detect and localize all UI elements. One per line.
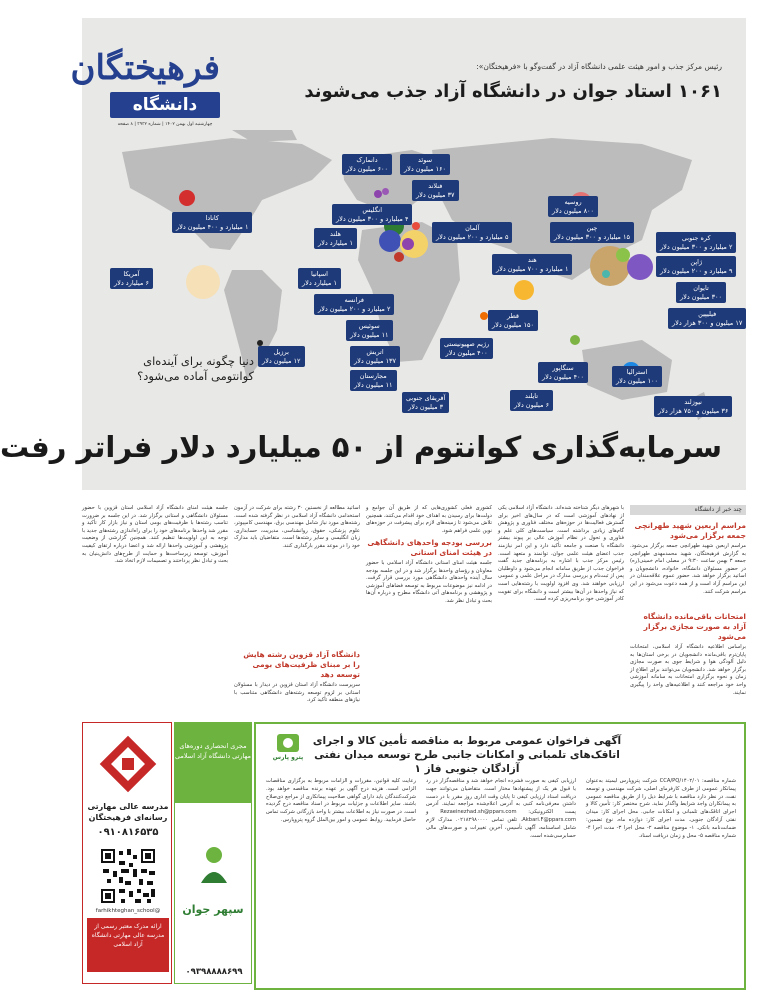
- headline-kicker: رئیس مرکز جذب و امور هیئت علمی دانشگاه آزاد در گفت‌وگو با «فرهیختگان»:: [476, 62, 722, 71]
- qr-code-icon[interactable]: [99, 847, 157, 905]
- ad-column-3: رعایت کلیه قوانین، مقررات و الزامات مربوط به برگزاری مناقصات الزامی است. هزینه درج آگهی بر عهده برنده مناقصه خواهد بود. شرکت‌کنندگان باید دارای گواهی صلاحیت پیمانکاری از مراجع ذی‌صلاح باشند. سایر اطلاعات و جزئیات مربوط در اسناد مناقصه درج گردیده است. در صورت نیاز به اطلاعات بیشتر با واحد بازرگانی شرکت تماس حاصل فرمایید. روابط عمومی و امور بین‌الملل گروه پتروپارس.: [266, 778, 416, 823]
- bubble-usa: [186, 265, 220, 299]
- tender-advertisement: [254, 722, 746, 990]
- label-brazil: برزیل ۱۲ میلیون دلار: [258, 346, 305, 367]
- bubble-canada: [179, 190, 195, 206]
- label-south-africa: آفریقای جنوبی ۳ میلیون دلار: [402, 392, 449, 413]
- column-4-heading: دانشگاه آزاد قزوین رشته هایش را بر مبنای ظرفیت‌های بومی توسعه دهد: [243, 650, 360, 679]
- label-taiwan: تایوان ۳۰۰ میلیون دلار: [676, 282, 726, 303]
- bubble-singapore: [570, 335, 580, 345]
- ad-logo-text: پترو پارس: [272, 754, 304, 761]
- petropars-logo-icon: [277, 734, 299, 752]
- column-3: [366, 505, 492, 720]
- column-3-text-2: جلسه هیئت امنای استانی دانشگاه آزاد اسلامی با حضور معاونان و رؤسای واحدها برگزار شد و در این جلسه بودجه سال آینده واحدهای دانشگاهی مورد بررسی قرار گرفت. در ادامه نیز موضوعات مربوط به توسعه فضاهای آموزشی و پژوهشی و برنامه‌های آتی دانشگاه مطرح و درباره آن‌ها بحث و تبادل نظر شد.: [366, 560, 492, 604]
- header: [70, 18, 746, 130]
- label-france: فرانسه ۲ میلیارد و ۲۰۰ میلیون دلار: [314, 294, 394, 315]
- masthead: [70, 48, 220, 138]
- column-1-text-1: مراسم اربعین شهید طهرانچی جمعه برگزار می‌شود. به گزارش فرهیختگان، شهید محمدمهدی طهرانچی جمعه ۳ بهمن ساعت ۹:۳۰ در مصلی امام خمینی(ره) در حضور مسئولان دانشگاه، خانواده، دانشجویان و اساتید برگزار خواهد شد. حضور عموم علاقه‌مندان در این مراسم آزاد است و از همه دعوت می‌شود در این مراسم شرکت کنند.: [630, 543, 746, 595]
- ad-logo: [270, 734, 306, 764]
- label-austria: اتریش ۱۳۷ میلیون دلار: [350, 346, 400, 367]
- graduate-icon: [199, 843, 229, 883]
- school-advertisement: [82, 722, 172, 984]
- bubble-taiwan: [602, 270, 610, 278]
- sepehr-phone: ۰۹۳۹۸۸۸۸۶۹۹: [185, 967, 243, 977]
- school-note: ارائه مدرک معتبر رسمی از مدرسه عالی مهارتی دانشگاه آزاد اسلامی: [87, 918, 169, 972]
- sepehr-tagline: مجری انحصاری دوره‌های مهارتی دانشگاه آزاد اسلامی: [175, 723, 251, 803]
- sepehr-advertisement: [174, 722, 252, 984]
- label-israel: رژیم صهیونیستی ۴۰۰ میلیون دلار: [440, 338, 493, 359]
- column-4-text-2: سرپرست دانشگاه آزاد استان قزوین در دیدار با مسئولان استانی بر لزوم توسعه رشته‌های دانشگاهی متناسب با نیازهای منطقه تأکید کرد.: [234, 682, 360, 704]
- label-thailand: تایلند ۶ میلیون دلار: [510, 390, 553, 411]
- ad-column-1: شماره مناقصه: CCA/PQ/۱۴۰۲/۰۱ شرکت پتروپارس لیمیتد به‌عنوان پیمانکار عمومی از طرف کارفرمای اصلی، شرکت مهندسی و توسعه نفت، در نظر دارد مناقصه با شرایط ذیل را از طریق مناقصه عمومی به پیمانکاران واجد شرایط واگذار نماید. شرح مختصر کار: تأمین کالا و اجرای اتاقک‌های تلمبانی و امکانات جانبی. محل اجرای کار: میدان نفتی آزادگان جنوبی. مدت اجرای کار: دوازده ماه. نوع تضمین: ضمانت‌نامه بانکی. ۱- موضوع مناقصه ۲- محل اجرا ۳- مدت اجرا ۴- شماره مناقصه ۵- محل و زمان دریافت اسناد.: [586, 778, 737, 839]
- label-india: هند ۱ میلیارد و ۷۰۰ میلیون دلار: [492, 254, 572, 275]
- column-3-heading: بررسی بودجه واحدهای دانشگاهی در هیئت امنای استانی: [367, 538, 492, 557]
- bubble-denmark: [374, 190, 382, 198]
- ad-column-2: ارزیابی کیفی به صورت فشرده انجام خواهد شد و مناقصه‌گزار در رد یا قبول هر یک از پیشنهادها مختار است. متقاضیان می‌توانند جهت دریافت اسناد ارزیابی کیفی تا پایان وقت اداری روز مقرر با در دست داشتن معرفی‌نامه کتبی به آدرس اعلام‌شده مراجعه نمایند. آدرس پست الکترونیکی: Rezaeinezhad.sh@ppars.com و Akbari.F@ppars.com. تلفن تماس ۰۲۱۸۲۹۸۰۰۰۰. مدارک لازم شامل اساسنامه، آگهی تأسیس، آخرین تغییرات و صورت‌های مالی حسابرسی‌شده است.: [426, 778, 577, 839]
- label-uk: انگلیس ۴ میلیارد و ۳۰۰ میلیون دلار: [332, 204, 412, 225]
- ad-title: آگهی فراخوان عمومی مربوط به مناقصه تأمین کالا و اجرای اتاقک‌های تلمبانی و امکانات جانبی طرح توسعه میدان نفتی آزادگان جنوبی فاز ۱: [312, 735, 622, 775]
- column-2-text: با شهرهای دیگر شناخته شده‌اند. دانشگاه آزاد اسلامی یکی از نهادهای آموزشی است که در سال‌های اخیر برای گسترش فعالیت‌ها در حوزه‌های مختلف فناوری و پژوهش گام‌های زیادی برداشته است. سیاست‌های کلی علم و فناوری و تحول در نظام آموزش عالی بر پیوند بیشتر دانشگاه با صنعت و جامعه تأکید دارد و این امر نیازمند جذب اعضای هیئت علمی جوان، توانمند و متعهد است. رئیس مرکز جذب با اشاره به برنامه‌های جدید گفت فراخوان جذب از طریق سامانه انجام می‌شود و داوطلبان پس از ثبت‌نام و بررسی مدارک در مراحل علمی و عمومی ارزیابی خواهند شد. وی افزود اولویت با رشته‌هایی است که نیاز واحدها در آن‌ها بیشتر است و دانشگاه برای تقویت کادر آموزشی خود برنامه‌ریزی کرده است.: [498, 505, 624, 603]
- label-australia: استرالیا ۱۰۰ میلیون دلار: [612, 366, 662, 387]
- label-finland: فنلاند ۳۷ میلیون دلار: [412, 180, 459, 201]
- school-phone: ۰۹۱۰۸۱۶۵۳۵: [97, 827, 159, 838]
- column-1: [630, 518, 746, 718]
- bubble-netherlands: [379, 230, 401, 252]
- label-netherlands: هلند ۱ میلیارد دلار: [314, 228, 357, 249]
- map-main-title: سرمایه‌گذاری کوانتوم از ۵۰ میلیارد دلار فراتر رفت: [0, 430, 722, 464]
- school-logo-icon: [97, 733, 159, 795]
- bubble-israel: [480, 312, 488, 320]
- bubble-qatar: [514, 280, 534, 300]
- masthead-title: فرهیختگان: [70, 48, 220, 88]
- column-4-text-1: اساتید مطالعه از نخستین ۳۰ رشته برای شرکت در آزمون استخدامی دانشگاه آزاد اسلامی در نظر گرفته شده است. رشته‌های مورد نیاز شامل مهندسی برق، مهندسی کامپیوتر، علوم پزشکی، حقوق، روانشناسی، مدیریت، حسابداری، زبان انگلیسی و سایر رشته‌ها است. متقاضیان باید مدارک خود را در موعد مقرر بارگذاری کنند.: [233, 505, 360, 549]
- bubble-france: [402, 238, 414, 250]
- label-denmark: دانمارک ۶۰۰ میلیون دلار: [342, 154, 392, 175]
- ad-body: [266, 778, 736, 984]
- label-russia: روسیه ۸۰۰ میلیون دلار: [548, 196, 598, 217]
- column-1-heading-2: امتحانات باقی‌مانده دانشگاه آزاد به صورت مجازی برگزار می‌شود: [643, 612, 746, 641]
- column-1-heading-1: مراسم اربعین شهید طهرانچی جمعه برگزار می‌شود: [634, 521, 746, 540]
- column-5: [82, 505, 228, 717]
- label-japan: ژاپن ۹ میلیارد و ۲۰۰ میلیون دلار: [656, 256, 736, 277]
- label-usa: آمریکا ۶ میلیارد دلار: [110, 268, 153, 289]
- label-china: چین ۱۵ میلیارد و ۳۰۰ میلیون دلار: [550, 222, 634, 243]
- bubble-spain: [394, 252, 404, 262]
- label-spain: اسپانیا ۱ میلیارد دلار: [298, 268, 341, 289]
- bubble-japan: [627, 254, 653, 280]
- label-philippines: فیلیپین ۱۷ میلیون و ۳۰۰ هزار دلار: [668, 308, 746, 329]
- label-new-zealand: نیوزلند ۳۶ میلیون و ۷۵۰ هزار دلار: [654, 396, 732, 417]
- label-qatar: قطر ۱۵۰ میلیون دلار: [488, 310, 538, 331]
- label-germany: آلمان ۵ میلیارد و ۲۰۰ میلیون دلار: [432, 222, 512, 243]
- column-3-text-1: کشوری فعلی کشوری‌هایی که از طریق آن جوامع و دولت‌ها برای رسیدن به اهداف خود اقدام می‌کنند، همچنین تلاش می‌شود تا زمینه‌های لازم برای پیشرفت در حوزه‌های نوین علمی فراهم شود.: [366, 505, 492, 534]
- world-map-infographic: [0, 130, 746, 490]
- north-america: [122, 138, 332, 250]
- label-south-korea: کره جنوبی ۲ میلیارد و ۳۰۰ میلیون دلار: [656, 232, 736, 253]
- column-4: [234, 505, 360, 720]
- map-question: دنیا چگونه برای آینده‌ای کوانتومی آماده می‌شود؟: [137, 354, 254, 383]
- label-canada: کانادا ۱ میلیارد و ۴۰۰ میلیون دلار: [172, 212, 252, 233]
- label-singapore: سنگاپور ۴۰۰ میلیون دلار: [538, 362, 588, 383]
- date-line: چهارشنبه اول بهمن ۱۴۰۲ | شماره ۳۹۳۲ | ۸ صفحه: [117, 122, 213, 127]
- column-1-text-2: براساس اطلاعیه دانشگاه آزاد اسلامی، امتحانات پایان‌ترم باقی‌مانده دانشجویان در برخی استان‌ها به دلیل آلودگی هوا و شرایط جوی به صورت مجازی برگزار خواهد شد. دانشجویان می‌توانند برای اطلاع از زمان و نحوه برگزاری امتحانات به سامانه آموزشی واحد خود مراجعه کنند و اطلاعیه‌های واحد را پیگیری نمایند.: [630, 644, 746, 696]
- sepehr-brand: سپهر جوان: [182, 903, 244, 916]
- news-section-label: چند خبر از دانشگاه: [630, 505, 746, 515]
- school-instagram: @farhikhteghan_school: [95, 908, 161, 914]
- label-sweden: سوئد ۱۶۰ میلیون دلار: [400, 154, 450, 175]
- column-5-text: جلسه هیئت امنای دانشگاه آزاد اسلامی استان قزوین با حضور مسئولان دانشگاهی و استانی برگزار شد. در این جلسه بر ضرورت تناسب رشته‌ها با ظرفیت‌های بومی استان و نیاز بازار کار تأکید و مقرر شد واحدها برنامه‌های خود را برای راه‌اندازی رشته‌های جدید با توجه به این اولویت‌ها تنظیم کنند. همچنین گزارشی از وضعیت پژوهشی و آموزشی واحدها ارائه شد و اعضا درباره ارتقای کیفیت آموزش، توسعه زیرساخت‌ها و حمایت از طرح‌های دانش‌بنیان به بحث و تبادل نظر پرداختند و تصمیمات لازم اتخاذ شد.: [82, 505, 228, 565]
- bubble-sweden: [382, 188, 389, 195]
- bubble-austria: [412, 222, 420, 230]
- main-headline: ۱۰۶۱ استاد جوان در دانشگاه آزاد جذب می‌شوند: [304, 81, 722, 102]
- column-2: [498, 505, 624, 720]
- label-switzerland: سوئیس ۱۱ میلیون دلار: [346, 320, 393, 341]
- masthead-section: دانشگاه: [110, 92, 220, 118]
- school-name: مدرسه عالی مهارتی رسانه‌ای فرهیختگان: [87, 802, 169, 822]
- label-hungary: مجارستان ۱۱ میلیون دلار: [350, 370, 397, 391]
